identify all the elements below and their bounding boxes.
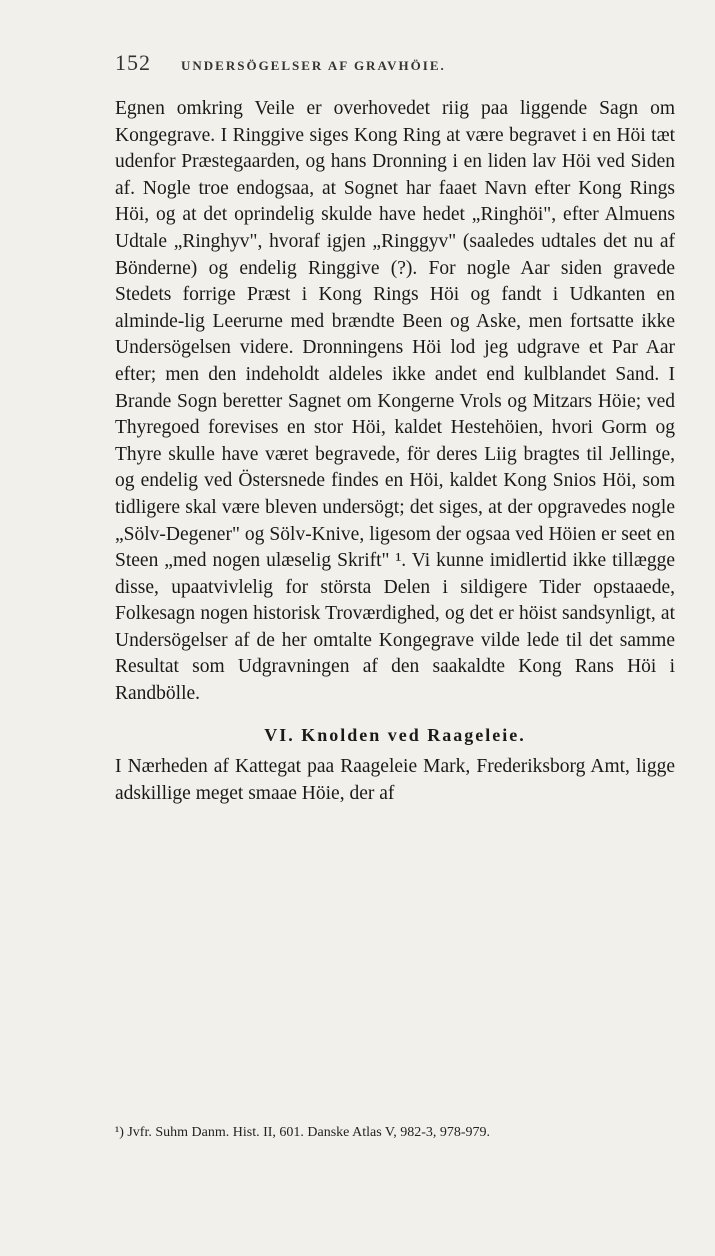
paragraph: I Nærheden af Kattegat paa Raageleie Mark, Frederiksborg Amt, ligge adskillige meget smaae Höie, der af [115,756,675,804]
section-heading: VI. Knolden ved Raageleie. [264,724,526,745]
body-text [115,96,675,807]
paragraph: Egnen omkring Veile er overhovedet riig paa liggende Sagn om Kongegrave. I Ringgive siges Kong Ring at være begravet i en Höi tæt udenfor Præstegaarden, og hans Dronning i en liden lav Höi ved Siden af. Nogle troe endogsaa, at Sognet har faaet Navn efter Kong Rings Höi, og at det oprindelig skulde have hedet „Ringhöi", efter Almuens Udtale „Ringhyv", hvoraf igjen „Ringgyv" (saaledes udtales det nu af Bönderne) og endelig Ringgive (?). For nogle Aar siden gravede Stedets forrige Præst i Kong Rings Höi og fandt i Udkanten en alminde-lig Leerurne med brændte Been og Aske, men fortsatte ikke Undersögelsen videre. Dronningens Höi lod jeg udgrave et Par Aar efter; men den indeholdt aldeles ikke andet end kulblandet Sand. I Brande Sogn beretter Sagnet om Kongerne Vrols og Mitzars Höie; ved Thyregoed forevises en stor Höi, kaldet Hestehöien, hvori Gorm og Thyre skulle have været begravede, för deres Liig bragtes til Jellinge, og endelig ved Östersnede findes en Höi, kaldet Kong Snios Höi, som tidligere skal være bleven undersögt; det siges, at der opgravedes nogle „Sölv-Degener" og Sölv-Knive, ligesom der ogsaa ved Höien er seet en Steen „med nogen ulæselig Skrift" ¹. Vi kunne imidlertid ikke tillægge disse, upaatvivlelig for största Delen i sildigere Tider opstaaede, Folkesagn nogen historisk Troværdighed, og det er höist sandsynligt, at Undersögelser af de her omtalte Kongegrave vilde lede til det samme Resultat som Udgravningen af den saakaldte Kong Rans Höi i Randbölle. [115,98,675,705]
running-head: UNDERSÖGELSER AF GRAVHÖIE. [181,58,446,73]
page-number: 152 [115,50,151,75]
footnote: ¹) Jvfr. Suhm Danm. Hist. II, 601. Danske Atlas V, 982-3, 978-979. [115,1125,491,1140]
page-header [115,50,675,76]
